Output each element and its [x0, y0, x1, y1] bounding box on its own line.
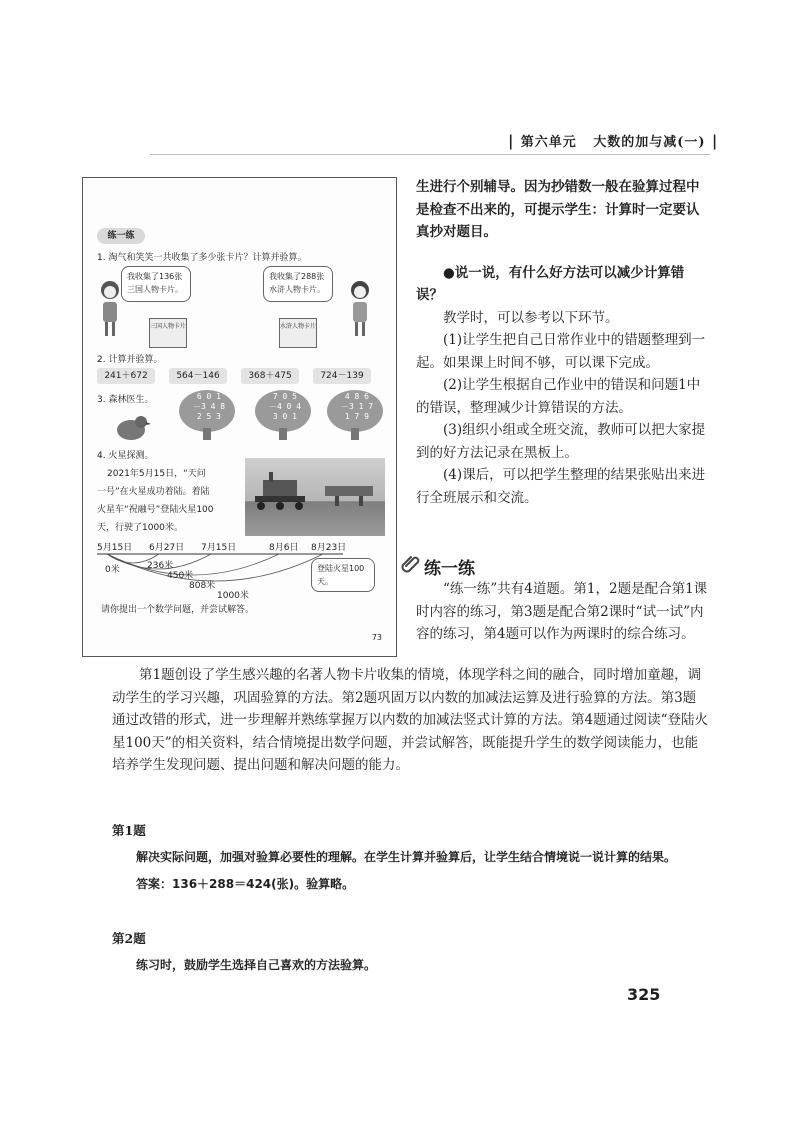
- full-text: 第1题创设了学生感兴趣的名著人物卡片收集的情境，体现学科之间的融合，同时增加童趣，调动学生的学习兴趣，巩固验算的方法。第2题巩固万以内数的加减法运算及进行验算的方法。第3题通过改错的形式，进一步理解并熟练掌握万以内数的加减法竖式计算的方法。第4题通过阅读“登陆火星100天”的相关资料，结合情境提出数学问题，并尝试解答，既能提升学生的数学阅读能力，也能培养学生发现问题、提出问题和解决问题的能力。: [112, 667, 708, 773]
- expr-3: 368＋475: [241, 368, 299, 384]
- tb-q2: 2. 计算并验算。: [97, 355, 163, 365]
- bird-icon: [111, 410, 151, 446]
- rc-p0: 生进行个别辅导。因为抄错数一般在验算过程中是检查不出来的，可提示学生：计算时一定要认真抄对题目。: [416, 179, 700, 240]
- chapter-title: 大数的加与减(一): [593, 135, 706, 150]
- textbook-page: [82, 177, 397, 657]
- q1-answer: 答案：136＋288＝424(张)。验算略。: [136, 876, 355, 891]
- expr-4: 724－139: [313, 368, 371, 384]
- card-box-right: 水浒人物卡片: [279, 318, 317, 348]
- mars-line-4: 天，行驶了1000米。: [97, 523, 183, 533]
- tb-q1: 1. 淘气和笑笑一共收集了多少张卡片？计算并验算。: [97, 253, 307, 263]
- rc-p3: (2)让学生根据自己作业中的错误和问题1中的错误，整理减少计算错误的方法。: [416, 377, 701, 416]
- date-2: 6月27日: [149, 543, 185, 553]
- mark-808: 808米: [189, 581, 216, 591]
- unit-label: 第六单元: [520, 135, 577, 150]
- bubble-left: 我收集了136张三国人物卡片。: [121, 266, 191, 302]
- tb-q4: 4. 火星探测。: [97, 451, 154, 461]
- q2-text: 练习时，鼓励学生选择自己喜欢的方法验算。: [136, 957, 377, 972]
- tree-2-calc: 7 0 5 －4 0 3 0 1: [269, 392, 297, 421]
- q1-text: 解决实际问题，加强对验算必要性的理解。在学生计算并验算后，让学生结合情境说一说计算的结果。: [136, 849, 677, 864]
- girl-figure-icon: [95, 278, 125, 338]
- practice-label: 练一练: [97, 228, 145, 244]
- rc-p5: (4)课后，可以把学生整理的结果张贴出来进行全班展示和交流。: [416, 467, 706, 506]
- mars-line-1: 2021年5月15日，“天问: [107, 469, 206, 479]
- paperclip-icon: [400, 552, 422, 574]
- q2-title: 第2题: [112, 931, 146, 946]
- right-column: [416, 176, 708, 509]
- page-number: 325: [627, 985, 661, 1004]
- q2-block: [112, 928, 708, 976]
- expr-2: 564－146: [169, 368, 227, 384]
- expr-1: 241＋672: [97, 368, 155, 384]
- header-rule: [150, 154, 710, 155]
- rc-p1: 教学时，可以参考以下环节。: [443, 309, 619, 326]
- tb-page-number: 73: [371, 633, 382, 642]
- mark-450: 450米: [167, 571, 194, 581]
- start-mark: 0米: [105, 565, 120, 575]
- date-1: 5月15日: [97, 543, 133, 553]
- landing-note: 登陆火星100天。: [311, 558, 375, 592]
- mars-line-2: 一号”在火星成功着陆。着陆: [97, 487, 210, 497]
- rc-p2: (1)让学生把自己日常作业中的错题整理到一起。如果课上时间不够，可以课下完成。: [416, 332, 706, 371]
- rc-p4: (3)组织小组或全班交流，教师可以把大家提到的好方法记录在黑板上。: [416, 422, 706, 461]
- q1-title: 第1题: [112, 823, 146, 838]
- mars-line-3: 火星车“祝融号”登陆火星100: [97, 505, 214, 515]
- tree-2: [251, 390, 315, 440]
- full-paragraph: [112, 664, 708, 777]
- rc-talk-title: ●说一说，有什么好方法可以减少计算错误？: [416, 264, 685, 303]
- date-3: 7月15日: [201, 543, 237, 553]
- card-box-left: 三国人物卡片: [149, 318, 187, 348]
- bubble-right: 我收集了288张水浒人物卡片。: [263, 266, 333, 302]
- date-5: 8月23日: [311, 543, 347, 553]
- running-header: | 第六单元 大数的加与减(一) |: [508, 132, 719, 150]
- tree-1: [175, 390, 239, 440]
- rover-icon: [245, 458, 385, 536]
- timeline-arcs: [97, 550, 343, 610]
- section-title: 练一练: [424, 559, 475, 579]
- tree-3-calc: 4 8 6 －3 1 1 7 9: [341, 392, 369, 421]
- tree-1-calc: 6 0 1 －3 4 2 5 3: [193, 392, 221, 421]
- mars-rover-photo: [245, 458, 385, 536]
- mark-236: 236米: [147, 561, 174, 571]
- tb-ask: 请你提出一个数学问题，并尝试解答。: [101, 605, 255, 615]
- tree-3: [323, 390, 387, 440]
- date-4: 8月6日: [269, 543, 299, 553]
- mark-1000: 1000米: [217, 591, 249, 601]
- rc-p6: “练一练”共有4道题。第1，2题是配合第1课时内容的练习，第3题是配合第2课时“试一试”内容的练习，第4题可以作为两课时的综合练习。: [416, 581, 708, 642]
- q1-block: [112, 820, 708, 895]
- right-column-practice: [416, 578, 708, 646]
- boy-figure-icon: [345, 278, 375, 338]
- tb-q3: 3. 森林医生。: [97, 395, 154, 405]
